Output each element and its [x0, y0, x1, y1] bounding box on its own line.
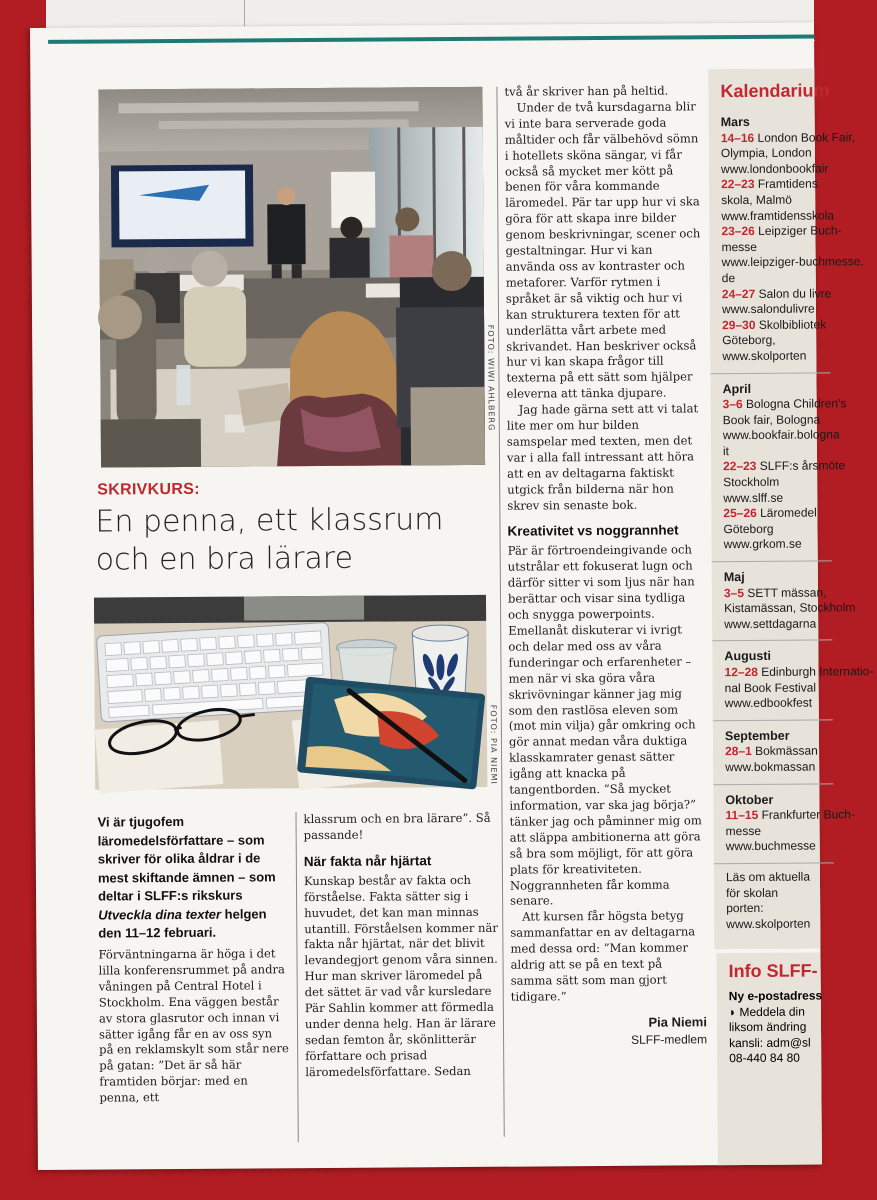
info-title: Info SLFF-	[728, 960, 818, 982]
calendar-event	[721, 177, 861, 225]
event-text: Olympia, London	[720, 145, 812, 161]
footer-line[interactable]: www.skolporten	[726, 916, 811, 931]
calendar-divider	[714, 862, 834, 864]
classroom-photo	[98, 87, 485, 468]
headline-line-2: och en bra lärare	[95, 540, 354, 578]
calendar-event	[721, 223, 864, 286]
event-text: Stockholm	[723, 474, 780, 490]
top-rule	[48, 35, 814, 44]
col3-p1: två år skriver han på heltid.	[504, 83, 669, 99]
event-text: Skolbibliotek	[758, 317, 827, 332]
headline	[95, 501, 496, 580]
photo2-credit: FOTO: PIA NIEMI	[488, 704, 499, 785]
calendar-event	[722, 317, 862, 365]
event-text: Göteborg	[723, 521, 774, 537]
magazine-page	[30, 23, 874, 1170]
heading-kreativitet: Kreativitet vs noggrannhet	[507, 522, 679, 540]
calendar-event	[724, 585, 864, 633]
ingress-main: Vi är tjugofem läromedelsförfattare – som skriver för olika åldrar i de mest skiftande ämnen – som deltar i SLFF:s rikskurs	[97, 813, 276, 904]
info-line: ◗ Meddela din	[728, 1004, 805, 1019]
event-link[interactable]: www.bookfair.bologna	[722, 427, 840, 443]
event-text: Book fair, Bologna	[722, 412, 821, 427]
info-line: liksom ändring	[728, 1019, 807, 1035]
headline-line-1: En penna, ett klassrum	[95, 502, 444, 540]
event-link[interactable]: www.framtidensskola	[721, 207, 835, 223]
calendar-event	[721, 130, 861, 178]
info-line: 08-440 84 80	[729, 1051, 800, 1066]
col3-p5: Att kursen får högsta betyg sammanfattar en av deltagarna med dessa ord: ”Man kommer aldrig att se på en text på samma sätt som man gjort tidigare.”	[510, 908, 696, 1004]
column-3	[504, 83, 707, 1051]
info-subtitle: Ny e-postadress	[728, 988, 823, 1004]
author-name: Pia Niemi	[648, 1014, 708, 1030]
calendar-month: Mars	[720, 114, 750, 130]
column-rule-1	[295, 812, 298, 1142]
event-text: nal Book Festival	[724, 680, 817, 695]
event-date: 29–30	[722, 317, 759, 332]
event-link[interactable]: www.edbookfest	[724, 695, 813, 711]
event-text: Kistamässan, Stockholm	[724, 600, 856, 616]
col3-p2: Under de två kursdagarna blir vi inte bara serverade goda måltider och får välbehövd sömn i hotellets sköna sängar, vi får också så mycket mer kött på benen för våra kommande läromedel. Pär tar upp hur vi ska göra för att skapa inre bilder genom beskrivningar, scener och gestaltningar. Hur vi kan använda oss av kontraster och metaforer. Varför rytmen i språket är så viktig och hur vi kan strukturera texten för att underlätta vårt arbete med skrivandet. Han beskriver också hur vi kan skapa frågor till texterna på ett sätt som hjälper eleverna att tänka djupare.	[504, 99, 701, 401]
calendar-event	[724, 664, 874, 712]
event-date: 22–23	[723, 459, 760, 474]
event-text: Frankfurter Buch-	[761, 807, 855, 823]
col3-p3: Jag hade gärna sett att vi talat lite mer om hur bilden samspelar med texten, men det var i alla fall intressant att höra att en av deltagarna faktiskt utgick från bilderna när hon skrev sin senaste bok.	[506, 401, 699, 513]
event-text: SLFF:s årsmöte	[759, 458, 846, 474]
event-text: Leipziger Buch-	[758, 223, 842, 239]
photo1-credit: FOTO: WIWI AHLBERG	[486, 324, 496, 432]
column-2	[303, 811, 499, 1081]
ingress	[97, 812, 290, 943]
footer-line: Läs om aktuella	[725, 869, 811, 885]
event-text: Edinburgh Internatio-	[761, 664, 874, 679]
event-date: 11–15	[725, 808, 762, 823]
event-text: Bokmässan	[755, 743, 818, 759]
calendar-month: September	[724, 728, 790, 743]
event-link[interactable]: www.buchmesse	[725, 838, 816, 854]
col1-paragraph: Förväntningarna är höga i det lilla konferensrummet på andra våningen på Central Hotel i Stockholm. Ena väggen består av stora glasrutor och innan vi sätter igång får en av oss syn på en reklamskylt som står nere på gatan: ”Det är så här framtiden börjar: med en penna, ett	[98, 946, 289, 1105]
event-text: Göteborg,	[722, 333, 776, 348]
event-text: messe	[725, 823, 762, 838]
calendar-divider	[713, 719, 833, 721]
footer-line: porten:	[726, 901, 764, 916]
kicker: SKRIVKURS:	[97, 480, 200, 499]
event-text: messe	[721, 239, 757, 254]
event-link[interactable]: www.grkom.se	[723, 537, 802, 552]
calendar-event	[725, 807, 865, 855]
event-date: 3–6	[722, 397, 747, 412]
event-text: de	[721, 271, 736, 286]
calendar-footer	[726, 869, 866, 932]
event-text: it	[722, 444, 730, 459]
event-link[interactable]: www.londonbookfair	[720, 161, 829, 176]
desk-photo	[94, 595, 487, 790]
event-date: 14–16	[720, 130, 758, 145]
calendar-sidebar	[708, 69, 874, 950]
col2-intro: klassrum och en bra lärare”. Så passande!	[303, 810, 491, 843]
info-box	[716, 953, 821, 1166]
calendar-divider	[713, 783, 833, 785]
info-line: kansli: adm@sl	[729, 1035, 811, 1050]
calendar-event	[723, 505, 863, 553]
calendar-list	[720, 106, 874, 932]
event-date: 23–26	[721, 224, 759, 239]
calendar-month: April	[722, 381, 752, 396]
heading-fakta: När fakta når hjärtat	[303, 853, 432, 869]
event-link[interactable]: www.settdagarna	[724, 616, 817, 631]
event-date: 22–23	[721, 177, 758, 192]
calendar-event	[725, 744, 865, 776]
calendar-divider	[712, 560, 832, 562]
footer-line: för skolan	[726, 885, 779, 900]
event-text: London Book Fair,	[757, 129, 855, 145]
event-link[interactable]: www.bokmassan	[725, 759, 816, 775]
event-link[interactable]: www.skolporten	[722, 348, 807, 364]
event-date: 28–1	[725, 744, 756, 759]
col3-p4: Pär är förtroendeingivande och utstrålar ett fokuserat lugn och därför sitter vi som ljus när han berättar och visar sina tydliga och snygga powerpoints. Emellanåt diskuterar vi ivrigt och delar med oss av våra funderingar och erfarenheter – men när vi ska göra våra skrivövningar känner jag mig som den rastlösa eleven som (mot min vilja) går omkring och gör annat medan våra duktiga klasskamrater genast sätter igång att knacka på tangentborden. ”Så mycket information, var ska jag börja?” tänker jag och påminner mig om att släppa ambitionerna att göra så bra som möjligt, för att göra plats för kreativiteten. Noggrannheten får komma senare.	[507, 542, 702, 909]
calendar-event	[723, 459, 863, 507]
calendar-month: Maj	[723, 570, 745, 585]
event-date: 24–27	[721, 286, 759, 301]
author-role: SLFF-medlem	[631, 1032, 708, 1047]
calendar-month: Augusti	[724, 649, 771, 664]
event-text: Salon du livre	[758, 285, 832, 301]
event-text: SETT mässan,	[747, 585, 827, 600]
event-text: skola, Malmö	[721, 192, 792, 208]
event-date: 25–26	[723, 506, 761, 521]
info-text	[729, 988, 870, 1067]
col2-paragraph: Kunskap består av fakta och förståelse. Fakta sätter sig i huvudet, det kan man minnas utantill. Förståelsen kommer när fakta når hjärtat, när det blivit levandegjort genom våra sinnen. Hur man skriver läromedel på det sättet är vad vår kursledare Pär Sahlin kommer att förmedla under denna helg. Han är lärare sedan femton år, skönlitterär författare och prisad läromedelsförfattare. Sedan	[303, 872, 498, 1079]
calendar-divider	[710, 372, 830, 374]
column-1	[98, 946, 289, 1106]
event-link[interactable]: www.slff.se	[723, 490, 784, 505]
calendar-event	[722, 286, 862, 318]
event-text: Framtidens	[757, 176, 818, 192]
calendar-title: Kalendarium	[720, 80, 830, 102]
event-date: 12–28	[724, 664, 762, 680]
calendar-month: Oktober	[725, 792, 774, 807]
ingress-end: helgen den 11–12 februari.	[98, 905, 267, 941]
event-text: Bologna Children's	[745, 396, 847, 412]
calendar-event	[723, 396, 863, 459]
event-link[interactable]: www.leipziger-buchmesse.	[721, 254, 864, 270]
ingress-course: Utveckla dina texter	[98, 906, 222, 923]
event-link[interactable]: www.salondulivre	[721, 301, 815, 317]
event-date: 3–5	[723, 585, 748, 600]
calendar-divider	[712, 640, 832, 642]
event-text: Läromedel	[760, 505, 817, 521]
